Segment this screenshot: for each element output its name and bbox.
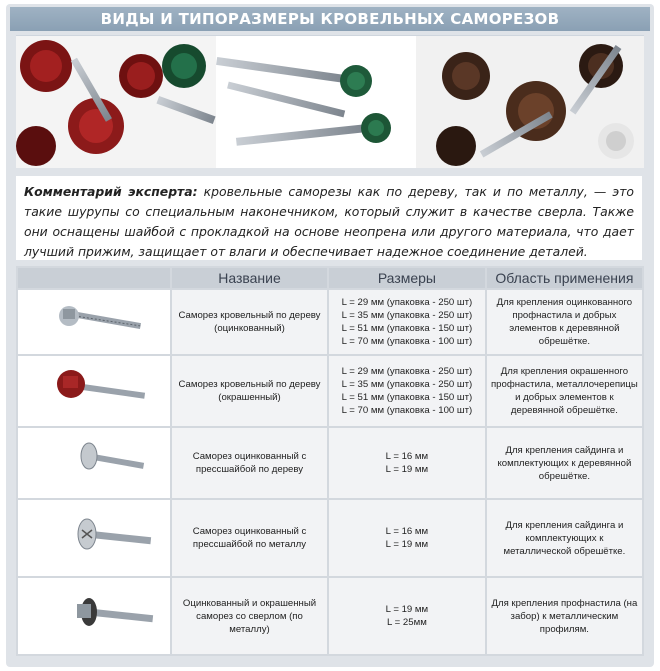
screw-usage: Для крепления окрашенного профнастила, металлочерепицы и добрых элементов к деревянной обрешётке.	[487, 356, 642, 426]
size-line: L = 29 мм (упаковка - 250 шт)	[341, 297, 473, 308]
size-line: L = 16 мм	[385, 526, 429, 537]
screw-name: Оцинкованный и окрашенный саморез со сверлом (по металлу)	[172, 578, 327, 654]
header-name: Название	[172, 268, 327, 288]
screw-usage: Для крепления оцинкованного профнастила и добрых элементов к деревянной обрешётке.	[487, 290, 642, 354]
table-row	[18, 356, 642, 426]
screw-name: Саморез оцинкованный с прессшайбой по дереву	[172, 428, 327, 498]
size-line: L = 51 мм (упаковка - 150 шт)	[341, 392, 473, 403]
table-row	[18, 428, 642, 498]
size-line: L = 35 мм (упаковка - 250 шт)	[341, 310, 473, 321]
screw-image	[18, 578, 170, 654]
size-line: L = 35 мм (упаковка - 250 шт)	[341, 379, 473, 390]
size-line: L = 19 мм	[385, 604, 429, 615]
screw-usage: Для крепления сайдинга и комплектующих к металлической обрешётке.	[487, 500, 642, 576]
size-line: L = 19 мм	[385, 464, 429, 475]
size-line: L = 29 мм (упаковка - 250 шт)	[341, 366, 473, 377]
table-row	[18, 578, 642, 654]
table-row	[18, 290, 642, 354]
table-header	[18, 268, 642, 288]
comment-text: кровельные саморезы как по дереву, так и по металлу, — это такие шурупы со специальным наконечником, который служит в качестве сверла. Также они оснащены шайбой с прокладкой на основе неопрена или другого материала, что дает лучший прижим, защищает от влаги и обеспечивает надежное соединение деталей.	[24, 184, 634, 259]
screw-image	[18, 290, 170, 354]
size-line: L = 51 мм (упаковка - 150 шт)	[341, 323, 473, 334]
size-line: L = 70 мм (упаковка - 100 шт)	[341, 336, 473, 347]
screw-name: Саморез кровельный по дереву (оцинкованный)	[172, 290, 327, 354]
screw-name: Саморез кровельный по дереву (окрашенный)	[172, 356, 327, 426]
screw-image	[18, 428, 170, 498]
size-line: L = 16 мм	[385, 451, 429, 462]
expert-comment	[16, 176, 642, 260]
screw-usage: Для крепления сайдинга и комплектующих к деревянной обрешётке.	[487, 428, 642, 498]
screw-name: Саморез оцинкованный с прессшайбой по металлу	[172, 500, 327, 576]
table-row	[18, 500, 642, 576]
screw-image	[18, 356, 170, 426]
screw-sizes	[329, 500, 485, 576]
screws-table	[16, 266, 644, 656]
screw-sizes	[329, 290, 485, 354]
screw-sizes	[329, 578, 485, 654]
size-line: L = 19 мм	[385, 539, 429, 550]
comment-label: Комментарий эксперта:	[24, 184, 198, 199]
page-title: ВИДЫ И ТИПОРАЗМЕРЫ КРОВЕЛЬНЫХ САМОРЕЗОВ	[10, 7, 650, 31]
header-image	[18, 268, 170, 288]
screws-photo	[16, 35, 644, 168]
size-line: L = 25мм	[387, 617, 427, 628]
screw-image	[18, 500, 170, 576]
header-usage: Область применения	[487, 268, 642, 288]
header-sizes: Размеры	[329, 268, 485, 288]
size-line: L = 70 мм (упаковка - 100 шт)	[341, 405, 473, 416]
screw-usage: Для крепления профнастила (на забор) к металлическим профилям.	[487, 578, 642, 654]
screw-sizes	[329, 356, 485, 426]
screw-sizes	[329, 428, 485, 498]
